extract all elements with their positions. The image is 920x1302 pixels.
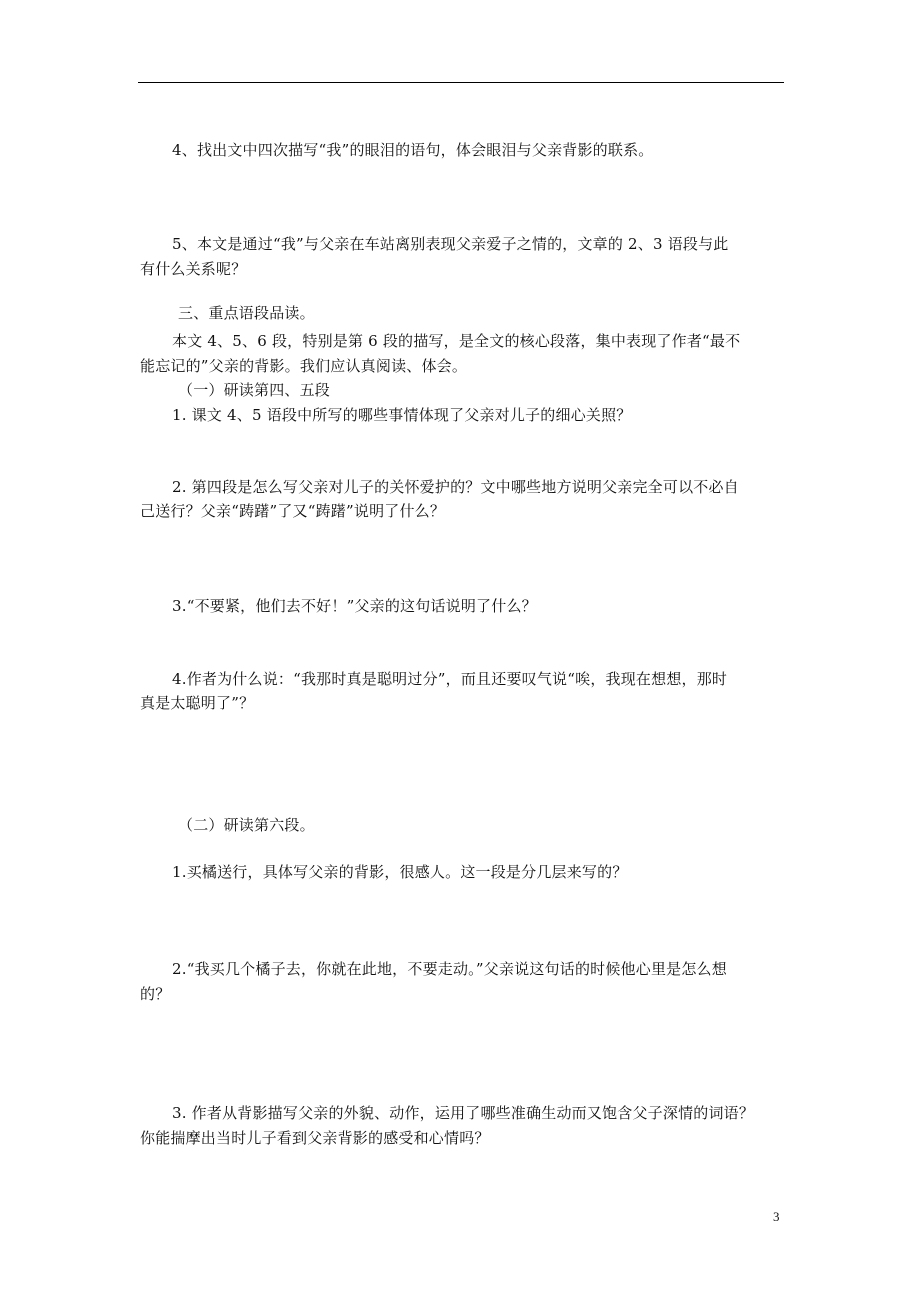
part-2-question-3-line-1: 3. 作者从背影描写父亲的外貌、动作，运用了哪些准确生动而又饱含父子深情的词语？ xyxy=(172,1104,755,1122)
page-number: 3 xyxy=(773,1209,780,1224)
section-3-intro-line-1: 本文 4、5、6 段，特别是第 6 段的描写，是全文的核心段落，集中表现了作者“最不 xyxy=(172,332,741,350)
question-4-tears: 4、找出文中四次描写“我”的眼泪的语句，体会眼泪与父亲背影的联系。 xyxy=(172,141,654,159)
part-1-question-3: 3.“不要紧，他们去不好！”父亲的这句话说明了什么？ xyxy=(172,597,537,615)
header-rule xyxy=(138,82,784,83)
part-2-heading: （二）研读第六段。 xyxy=(178,816,315,834)
part-1-heading: （一）研读第四、五段 xyxy=(178,381,331,399)
part-1-question-1: 1. 课文 4、5 语段中所写的哪些事情体现了父亲对儿子的细心关照？ xyxy=(172,406,632,424)
part-2-question-2-line-1: 2.“我买几个橘子去，你就在此地，不要走动。”父亲说这句话的时候他心里是怎么想 xyxy=(172,960,727,978)
part-2-question-1: 1.买橘送行，具体写父亲的背影，很感人。这一段是分几层来写的？ xyxy=(172,863,628,881)
part-1-question-2-line-2: 己送行？父亲“踌躇”了又“踌躇”说明了什么？ xyxy=(140,502,446,520)
section-3-heading: 三、重点语段品读。 xyxy=(178,304,315,322)
part-2-question-2-line-2: 的？ xyxy=(140,985,171,1003)
part-1-question-4-line-1: 4.作者为什么说：“我那时真是聪明过分”，而且还要叹气说“唉，我现在想想，那时 xyxy=(172,670,728,688)
question-5-line-2: 有什么关系呢？ xyxy=(140,260,247,278)
part-1-question-2-line-1: 2. 第四段是怎么写父亲对儿子的关怀爱护的？文中哪些地方说明父亲完全可以不必自 xyxy=(172,478,739,496)
question-5-line-1: 5、本文是通过“我”与父亲在车站离别表现父亲爱子之情的，文章的 2、3 语段与此 xyxy=(172,235,729,253)
section-3-intro-line-2: 能忘记的”父亲的背影。我们应认真阅读、体会。 xyxy=(140,357,468,375)
part-1-question-4-line-2: 真是太聪明了”？ xyxy=(140,694,255,712)
part-2-question-3-line-2: 你能揣摩出当时儿子看到父亲背影的感受和心情吗？ xyxy=(140,1129,490,1147)
